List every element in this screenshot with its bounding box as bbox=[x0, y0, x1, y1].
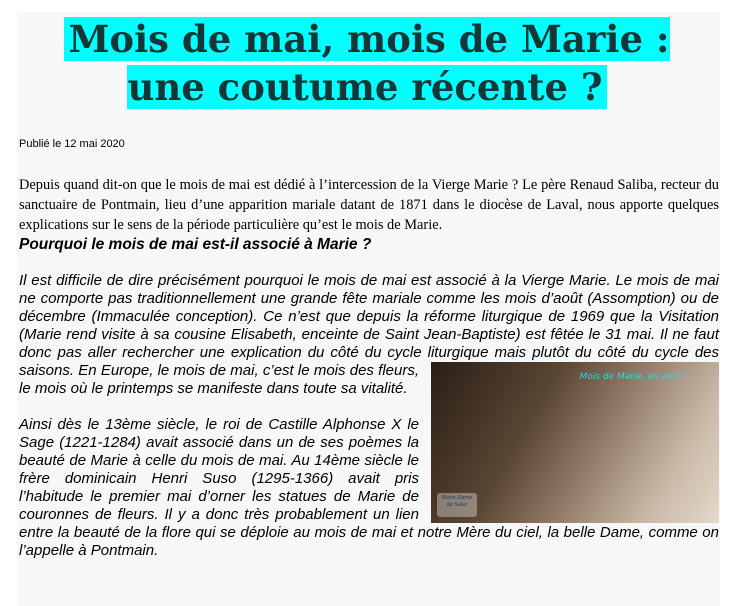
article-intro: Depuis quand dit-on que le mois de mai est dédié à l’intercession de la Vierge Marie ? Le père Renaud Saliba, recteur du sanctuaire de Pontmain, lieu d’une apparition mariale datant de 1871 dans le diocèse de Laval, nous apporte quelques explications sur le sens de la période particulière qu’est le mois de Marie. bbox=[19, 177, 719, 233]
publication-date: Publié le 12 mai 2020 bbox=[19, 138, 125, 150]
article-title bbox=[58, 15, 676, 111]
photo-caption: Mois de Marie, en avril ? bbox=[579, 372, 689, 382]
section-question: Pourquoi le mois de mai est-il associé à Marie ? bbox=[19, 236, 372, 253]
sanctuary-logo: Notre Dame de Salut bbox=[437, 493, 477, 517]
paragraph-1-start: Il est difficile de dire précisément pourquoi le mois de mai est associé à la Vierge Marie. Le mois de mai ne comporte pas traditionnellement une grande fête mariale comme les mois d’août (Assomption) ou de décembre (Immaculée conception). Ce n’est que depuis la réforme liturgique de 1969 que la Visitation (Marie rend visite à sa cousine Elisabeth, enceinte de Saint Jean-Baptiste) est fêtée le 31 mai. Il ne faut donc pas aller rechercher une explication du côté du cycle liturgique bbox=[19, 272, 719, 361]
article-body bbox=[19, 272, 719, 578]
article-title-text: Mois de mai, mois de Marie : une coutume récente ? bbox=[64, 17, 669, 109]
rosary-photo bbox=[431, 362, 719, 523]
paragraph-2: Ainsi dès le 13ème siècle, le roi de Castille Alphonse X le Sage (1221-1284) avait associé dans un de ses poèmes la beauté de Marie à celle du mois de mai. Au 14ème siècle le frère dominicain Henri Suso (1295-1366) avait pris l’habitude le premier mai d’orner les statues de Marie de couronnes de fleurs. Il y a donc très probablement un lien entre la beauté de la flore qui se déploie au mois de mai et notre Mère du ciel, la belle Dame, comme on l’appelle à Pontmain. bbox=[19, 416, 719, 559]
paragraph-1-end: mais plutôt du côté du cycle des saisons. En Europe, le mois de mai, c’est le mois des fleurs, le mois où le printemps se manifeste dans toute sa vitalité. bbox=[19, 344, 720, 397]
